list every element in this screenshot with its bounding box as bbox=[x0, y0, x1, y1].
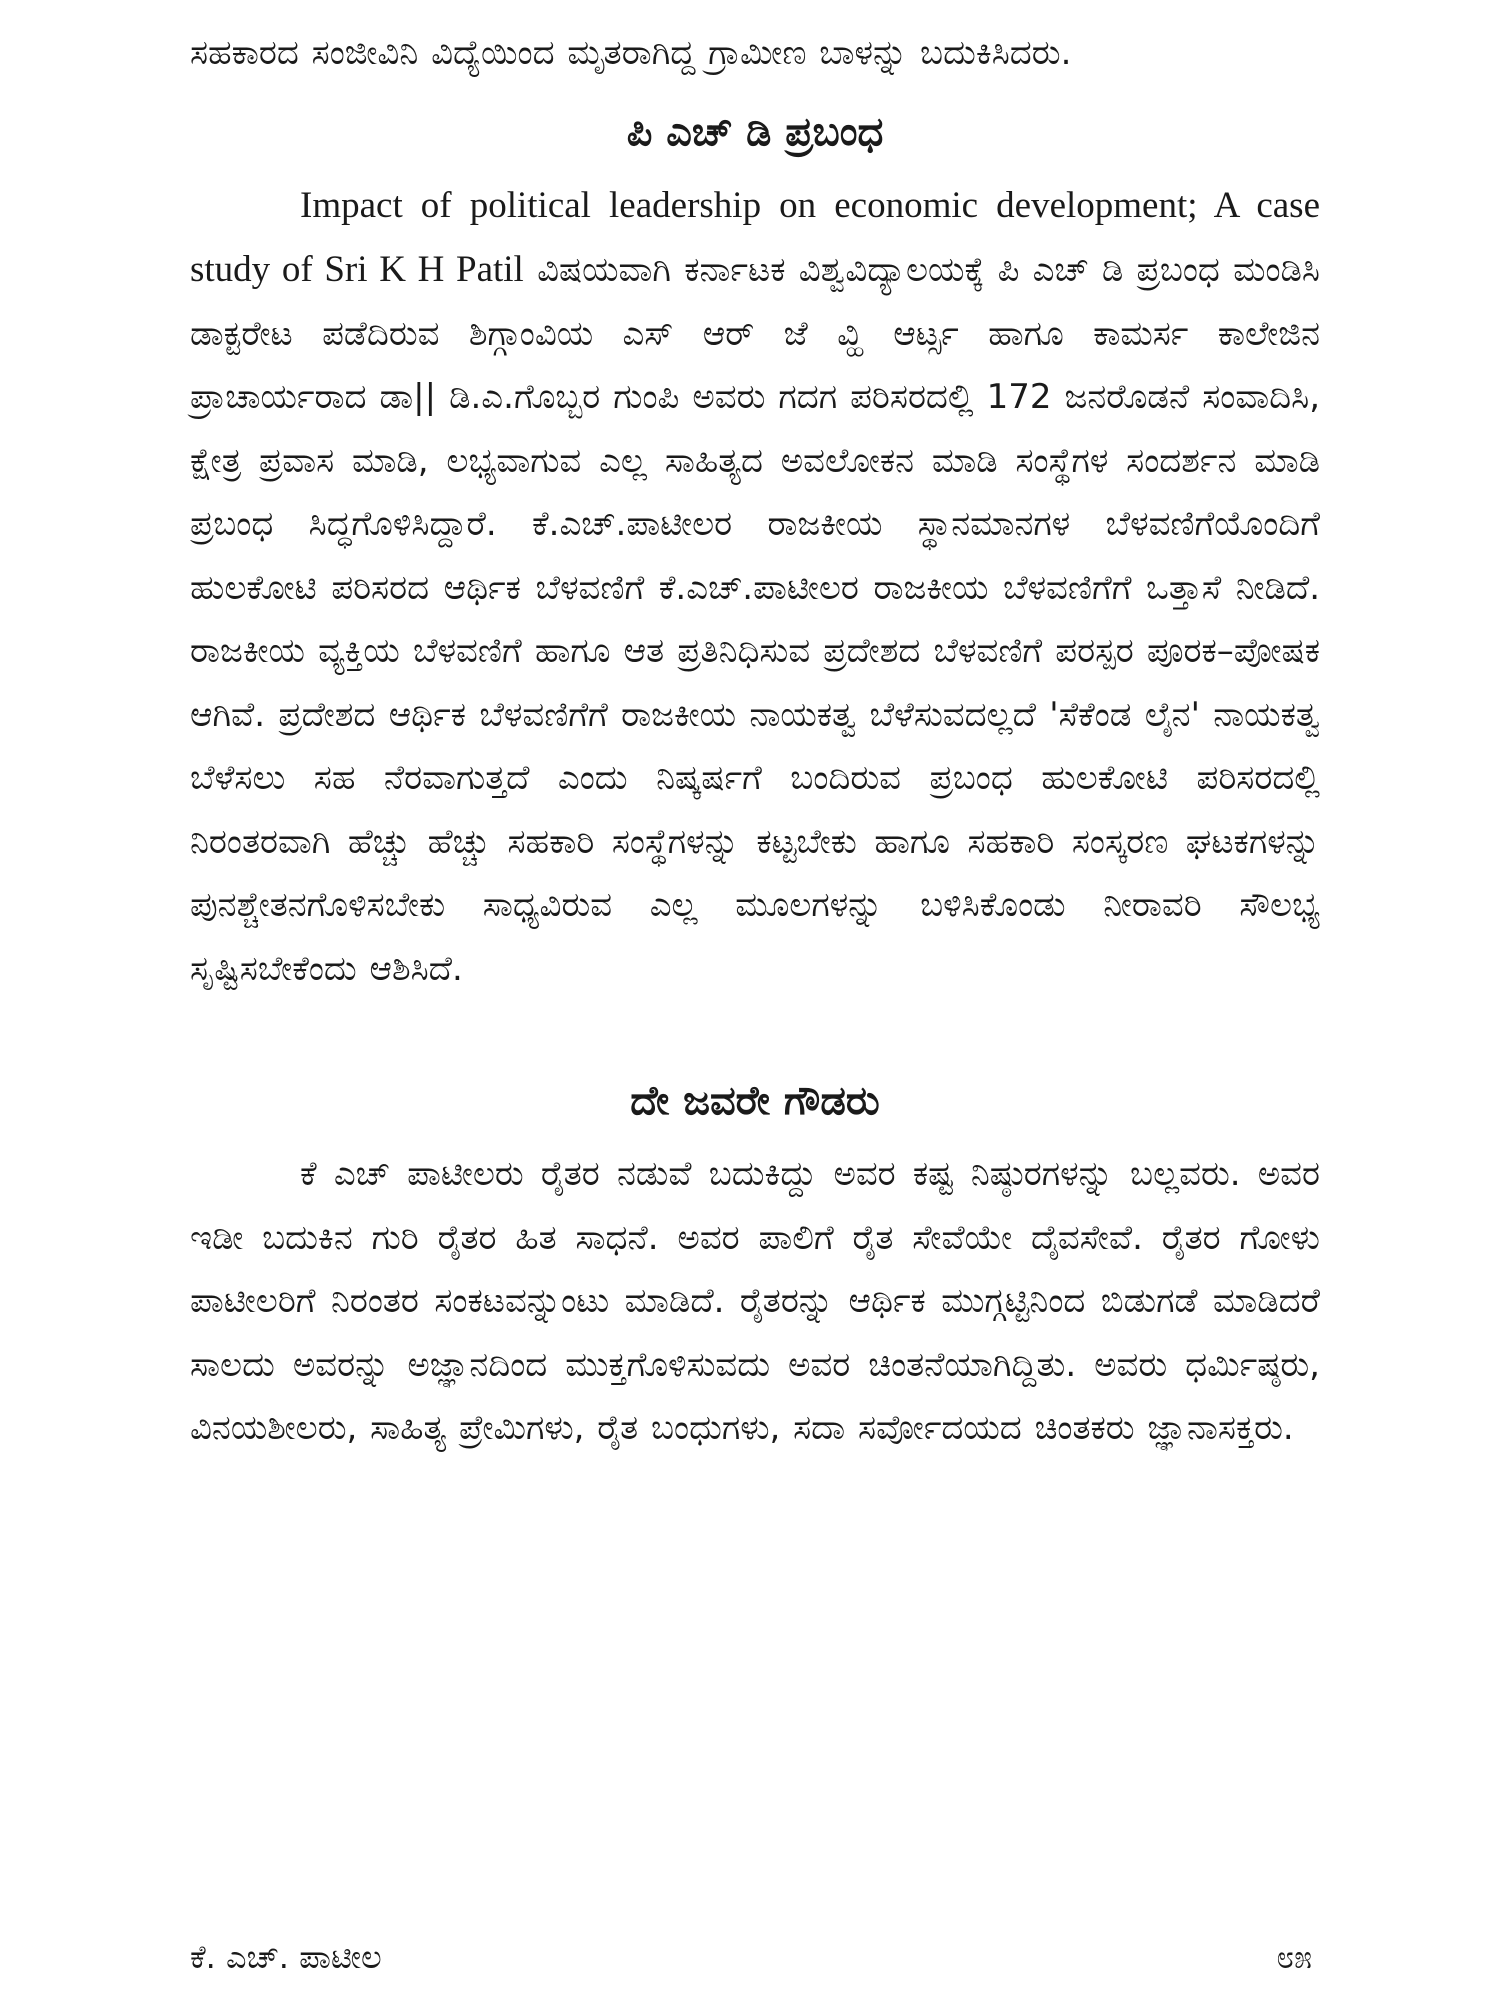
thesis-title-english: Impact of political leadership on economic development; A case study of Sri K H Patil bbox=[190, 184, 1320, 290]
footer-book-title: ಕೆ. ಎಚ್. ಪಾಟೀಲ bbox=[190, 1938, 382, 1976]
section-heading-deve-gowda: ದೇ ಜವರೇ ಗೌಡರು bbox=[630, 1078, 880, 1124]
page-body bbox=[190, 22, 1320, 1461]
section-heading-phd-thesis: ಪಿ ಎಚ್ ಡಿ ಪ್ರಬಂಧ bbox=[626, 108, 884, 155]
intro-paragraph: ಸಹಕಾರದ ಸಂಜೀವಿನಿ ವಿದ್ಯೆಯಿಂದ ಮೃತರಾಗಿದ್ದ ಗ್ರಾಮೀಣ ಬಾಳನ್ನು ಬದುಕಿಸಿದರು. bbox=[190, 33, 1072, 73]
page-number: ೮೫ bbox=[1276, 1938, 1312, 1976]
deve-gowda-paragraph: ಕೆ ಎಚ್ ಪಾಟೀಲರು ರೈತರ ನಡುವೆ ಬದುಕಿದ್ದು ಅವರ ಕಷ್ಟ ನಿಷ್ಠುರಗಳನ್ನು ಬಲ್ಲವರು. ಅವರ ಇಡೀ ಬದುಕಿನ ಗುರಿ ರೈತರ ಹಿತ ಸಾಧನೆ. ಅವರ ಪಾಲಿಗೆ ರೈತ ಸೇವೆಯೇ ದೈವಸೇವೆ. ರೈತರ ಗೋಳು ಪಾಟೀಲರಿಗೆ ನಿರಂತರ ಸಂಕಟವನ್ನುಂಟು ಮಾಡಿದೆ. ರೈತರನ್ನು ಆರ್ಥಿಕ ಮುಗ್ಗಟ್ಟಿನಿಂದ ಬಿಡುಗಡೆ ಮಾಡಿದರೆ ಸಾಲದು ಅವರನ್ನು ಅಜ್ಞಾನದಿಂದ ಮುಕ್ತಗೊಳಿಸುವದು ಅವರ ಚಿಂತನೆಯಾಗಿದ್ದಿತು. ಅವರು ಧರ್ಮಿಷ್ಠರು, ವಿನಯಶೀಲರು, ಸಾಹಿತ್ಯ ಪ್ರೇಮಿಗಳು, ರೈತ ಬಂಧುಗಳು, ಸದಾ ಸರ್ವೋದಯದ ಚಿಂತಕರು ಜ್ಞಾನಾಸಕ್ತರು. bbox=[190, 1154, 1320, 1448]
page-footer bbox=[190, 1938, 1320, 1988]
phd-thesis-paragraph bbox=[190, 174, 1320, 1002]
phd-thesis-body: ವಿಷಯವಾಗಿ ಕರ್ನಾಟಕ ವಿಶ್ವವಿದ್ಯಾಲಯಕ್ಕೆ ಪಿ ಎಚ್ ಡಿ ಪ್ರಬಂಧ ಮಂಡಿಸಿ ಡಾಕ್ಟರೇಟ ಪಡೆದಿರುವ ಶಿಗ್ಗಾಂವಿಯ ಎಸ್ ಆರ್ ಜೆ ವ್ಹಿ ಆರ್ಟ್ಸ ಹಾಗೂ ಕಾಮರ್ಸ ಕಾಲೇಜಿನ ಪ್ರಾಚಾರ್ಯರಾದ ಡಾ|| ಡಿ.ಎ.ಗೊಬ್ಬರ ಗುಂಪಿ ಅವರು ಗದಗ ಪರಿಸರದಲ್ಲಿ 172 ಜನರೊಡನೆ ಸಂವಾದಿಸಿ, ಕ್ಷೇತ್ರ ಪ್ರವಾಸ ಮಾಡಿ, ಲಭ್ಯವಾಗುವ ಎಲ್ಲ ಸಾಹಿತ್ಯದ ಅವಲೋಕನ ಮಾಡಿ ಸಂಸ್ಥೆಗಳ ಸಂದರ್ಶನ ಮಾಡಿ ಪ್ರಬಂಧ ಸಿದ್ಧಗೊಳಿಸಿದ್ದಾರೆ. ಕೆ.ಎಚ್.ಪಾಟೀಲರ ರಾಜಕೀಯ ಸ್ಥಾನಮಾನಗಳ ಬೆಳವಣಿಗೆಯೊಂದಿಗೆ ಹುಲಕೋಟಿ ಪರಿಸರದ ಆರ್ಥಿಕ ಬೆಳವಣಿಗೆ ಕೆ.ಎಚ್.ಪಾಟೀಲರ ರಾಜಕೀಯ ಬೆಳವಣಿಗೆಗೆ ಒತ್ತಾಸೆ ನೀಡಿದೆ. ರಾಜಕೀಯ ವ್ಯಕ್ತಿಯ ಬೆಳವಣಿಗೆ ಹಾಗೂ ಆತ ಪ್ರತಿನಿಧಿಸುವ ಪ್ರದೇಶದ ಬೆಳವಣಿಗೆ ಪರಸ್ಪರ ಪೂರಕ–ಪೋಷಕ ಆಗಿವೆ. ಪ್ರದೇಶದ ಆರ್ಥಿಕ ಬೆಳವಣಿಗೆಗೆ ರಾಜಕೀಯ ನಾಯಕತ್ವ ಬೆಳೆಸುವದಲ್ಲದೆ 'ಸೆಕೆಂಡ ಲೈನ' ನಾಯಕತ್ವ ಬೆಳೆಸಲು ಸಹ ನೆರವಾಗುತ್ತದೆ ಎಂದು ನಿಷ್ಕರ್ಷಗೆ ಬಂದಿರುವ ಪ್ರಬಂಧ ಹುಲಕೋಟಿ ಪರಿಸರದಲ್ಲಿ ನಿರಂತರವಾಗಿ ಹೆಚ್ಚು ಹೆಚ್ಚು ಸಹಕಾರಿ ಸಂಸ್ಥೆಗಳನ್ನು ಕಟ್ಟಬೇಕು ಹಾಗೂ ಸಹಕಾರಿ ಸಂಸ್ಕರಣ ಘಟಕಗಳನ್ನು ಪುನಶ್ಚೇತನಗೊಳಿಸಬೇಕು ಸಾಧ್ಯವಿರುವ ಎಲ್ಲ ಮೂಲಗಳನ್ನು ಬಳಿಸಿಕೊಂಡು ನೀರಾವರಿ ಸೌಲಭ್ಯ ಸೃಷ್ಟಿಸಬೇಕೆಂದು ಆಶಿಸಿದೆ. bbox=[190, 250, 1320, 989]
